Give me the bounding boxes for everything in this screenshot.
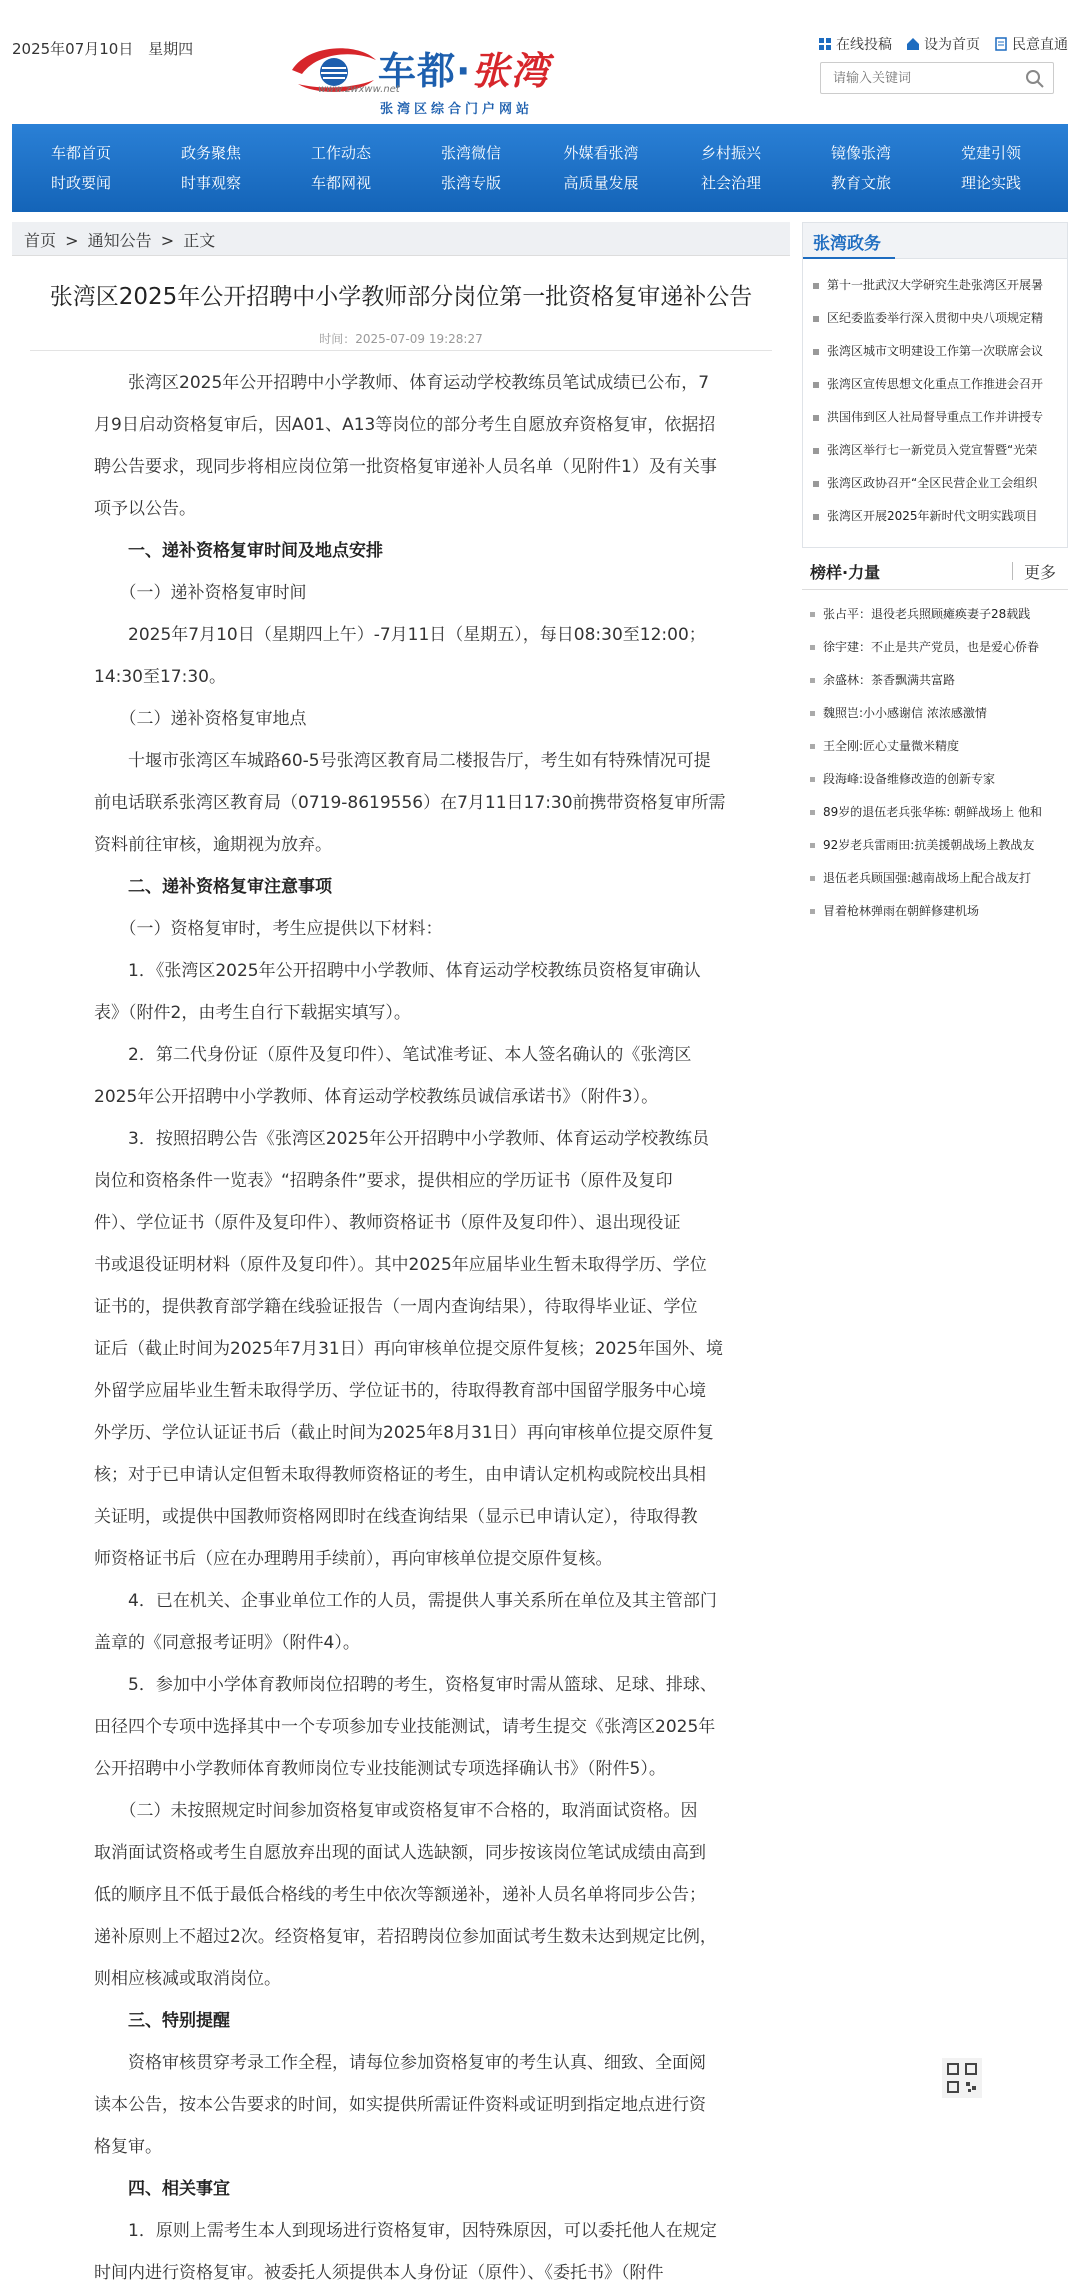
list-item-link[interactable]: 冒着枪林弹雨在朝鲜修建机场: [823, 904, 980, 918]
paragraph-line: 外学历、学位认证证书后（截止时间为2025年8月31日）再向审核单位提交原件复: [94, 1423, 714, 1443]
nav-item[interactable]: 张湾微信: [440, 144, 501, 162]
nav-row-1: [12, 142, 1068, 163]
bullet-icon: [813, 316, 819, 322]
nav-item[interactable]: 教育文旅: [830, 174, 891, 192]
list-item[interactable]: [813, 335, 1067, 368]
paragraph-line: 证书的，提供教育部学籍在线验证报告（一周内查询结果），待取得毕业证、学位: [94, 1297, 698, 1317]
paragraph-line: 取消面试资格或考生自愿放弃出现的面试人选缺额，同步按该岗位笔试成绩由高到: [94, 1843, 706, 1863]
bullet-icon: [813, 349, 819, 355]
article-body: [94, 362, 734, 2294]
bullet-icon: [810, 612, 815, 617]
logo-name: 车都·张湾: [378, 49, 550, 93]
article-title: 张湾区2025年公开招聘中小学教师部分岗位第一批资格复审递补公告: [49, 284, 753, 310]
paragraph-line: 递补原则上不超过2次。经资格复审，若招聘岗位参加面试考生数未达到规定比例，: [94, 1927, 717, 1947]
paragraph-line: （二）未按照规定时间参加资格复审或资格复审不合格的，取消面试资格。因: [94, 1801, 698, 1821]
paragraph-line: 十堰市张湾区车城路60-5号张湾区教育局二楼报告厅，考生如有特殊情况可提: [94, 751, 711, 771]
sidebar-box-title[interactable]: 张湾政务: [813, 234, 881, 254]
sidebar-box-header: [803, 223, 1067, 259]
paragraph-line: 4．已在机关、企事业单位工作的人员，需提供人事关系所在单位及其主管部门: [94, 1591, 717, 1611]
paragraph-line: （二）递补资格复审地点: [94, 709, 307, 729]
bullet-icon: [813, 415, 819, 421]
list-item-link[interactable]: 张湾区举行七一新党员入党宣誓暨“光荣: [827, 443, 1038, 457]
list-item-link[interactable]: 张湾区开展2025年新时代文明实践项目: [827, 509, 1038, 523]
paragraph-line: 表》（附件2，由考生自行下载据实填写）。: [94, 1003, 411, 1023]
sidebar-role-model-box: [802, 556, 1068, 954]
section-heading: 一、递补资格复审时间及地点安排: [94, 541, 383, 561]
list-item[interactable]: [810, 763, 1068, 796]
breadcrumb: [12, 222, 790, 256]
breadcrumb-sep: >: [65, 231, 79, 250]
document-icon: [994, 37, 1008, 51]
list-item[interactable]: [813, 500, 1067, 533]
list-item-link[interactable]: 余盛林：茶香飘满共富路: [823, 673, 956, 687]
list-item-link[interactable]: 张湾区政协召开“全区民营企业工会组织: [827, 476, 1038, 490]
list-item[interactable]: [810, 796, 1068, 829]
paragraph-line: 资格审核贯穿考录工作全程，请每位参加资格复审的考生认真、细致、全面阅: [94, 2053, 706, 2073]
list-item-link[interactable]: 区纪委监委举行深入贯彻中央八项规定精: [827, 311, 1044, 325]
nav-item[interactable]: 车都首页: [50, 144, 111, 162]
nav-item[interactable]: 外媒看张湾: [563, 144, 639, 162]
nav-item[interactable]: 社会治理: [700, 174, 761, 192]
section-heading: 四、相关事宜: [94, 2179, 230, 2199]
site-logo[interactable]: [288, 26, 588, 118]
paragraph-line: 前电话联系张湾区教育局（0719-8619556）在7月11日17:30前携带资格复审所需: [94, 793, 726, 813]
nav-row-2: [12, 172, 1068, 193]
list-item-link[interactable]: 魏照岂:小小感谢信 浓浓感激情: [823, 706, 987, 720]
nav-item[interactable]: 高质量发展: [563, 174, 639, 192]
breadcrumb-notices[interactable]: 通知公告: [87, 231, 152, 250]
paragraph-line: 3．按照招聘公告《张湾区2025年公开招聘中小学教师、体育运动学校教练员: [94, 1129, 710, 1149]
public-opinion-link[interactable]: 民意直通: [994, 34, 1068, 54]
nav-item[interactable]: 张湾专版: [440, 174, 501, 192]
paragraph-line: 外留学应届毕业生暂未取得学历、学位证书的，待取得教育部中国留学服务中心境: [94, 1381, 706, 1401]
title-underline: [803, 257, 895, 259]
submit-link[interactable]: 在线投稿: [818, 34, 892, 54]
bullet-icon: [810, 810, 815, 815]
search-input[interactable]: [821, 63, 1011, 93]
list-item[interactable]: [810, 697, 1068, 730]
list-item[interactable]: [810, 631, 1068, 664]
list-item[interactable]: [813, 401, 1067, 434]
logo-subtitle: 张湾区综合门户网站: [380, 102, 534, 117]
header-divider: [1012, 562, 1013, 580]
nav-item[interactable]: 时政要闻: [50, 174, 111, 192]
paragraph-line: 项予以公告。: [94, 499, 196, 519]
bullet-icon: [810, 777, 815, 782]
paragraph-line: 件）、学位证书（原件及复印件）、教师资格证书（原件及复印件）、退出现役证: [94, 1213, 681, 1233]
nav-item[interactable]: 时事观察: [180, 174, 241, 192]
section-heading: 三、特别提醒: [94, 2011, 230, 2031]
bullet-icon: [810, 843, 815, 848]
article-time: 时间：2025-07-09 19:28:27: [319, 332, 483, 346]
list-item[interactable]: [810, 829, 1068, 862]
list-item[interactable]: [810, 664, 1068, 697]
paragraph-line: 张湾区2025年公开招聘中小学教师、体育运动学校教练员笔试成绩已公布，7: [94, 373, 710, 393]
list-item-link[interactable]: 段海峰:设备维修改造的创新专家: [823, 772, 996, 786]
paragraph-line: 核；对于已申请认定但暂未取得教师资格证的考生，由申请认定机构或院校出具相: [94, 1465, 706, 1485]
breadcrumb-current: 正文: [183, 231, 216, 250]
paragraph-line: 2025年公开招聘中小学教师、体育运动学校教练员诚信承诺书》（附件3）。: [94, 1087, 659, 1107]
logo-url: www.zwxww.net: [318, 84, 400, 95]
search-icon[interactable]: [1025, 69, 1045, 89]
paragraph-line: 证后（截止时间为2025年7月31日）再向审核单位提交原件复核；2025年国外、境: [94, 1339, 723, 1359]
list-item[interactable]: [810, 895, 1068, 928]
list-item[interactable]: [813, 434, 1067, 467]
home-icon: [906, 37, 920, 51]
list-item-link[interactable]: 王全刚:匠心丈量微米精度: [823, 739, 960, 753]
breadcrumb-sep: >: [160, 231, 175, 250]
date-text: 2025年07月10日: [12, 40, 134, 58]
header-date: [12, 38, 203, 59]
role-model-list: [802, 590, 1068, 928]
sidebar-government-box: [802, 222, 1068, 548]
paragraph-line: 时间内进行资格复审。被委托人须提供本人身份证（原件）、《委托书》（附件: [94, 2263, 664, 2283]
paragraph-line: 书或退役证明材料（原件及复印件）。其中2025年应届毕业生暂未取得学历、学位: [94, 1255, 707, 1275]
nav-item[interactable]: 政务聚焦: [180, 144, 241, 162]
paragraph-line: 盖章的《同意报考证明》（附件4）。: [94, 1633, 360, 1653]
list-item[interactable]: [813, 269, 1067, 302]
paragraph-line: 低的顺序且不低于最低合格线的考生中依次等额递补，递补人员名单将同步公告；: [94, 1885, 706, 1905]
more-link[interactable]: 更多: [1024, 563, 1057, 582]
list-item-link[interactable]: 徐宇建：不止是共产党员，也是爱心侨眷: [823, 640, 1040, 654]
paragraph-line: 格复审。: [94, 2137, 162, 2157]
bullet-icon: [810, 711, 815, 716]
nav-item[interactable]: 工作动态: [310, 144, 371, 162]
bullet-icon: [810, 645, 815, 650]
bullet-icon: [810, 678, 815, 683]
list-item-link[interactable]: 张占平：退役老兵照顾瘫痪妻子28载践: [823, 607, 1031, 621]
nav-item[interactable]: 车都网视: [310, 174, 371, 192]
set-homepage-link[interactable]: 设为首页: [906, 34, 980, 54]
weekday-text: 星期四: [148, 40, 194, 58]
bullet-icon: [810, 909, 815, 914]
list-item[interactable]: [810, 862, 1068, 895]
section-heading: 二、递补资格复审注意事项: [94, 877, 332, 897]
search-box: [820, 62, 1054, 94]
list-item[interactable]: [813, 368, 1067, 401]
list-item-link[interactable]: 张湾区城市文明建设工作第一次联席会议: [827, 344, 1044, 358]
list-item-link[interactable]: 89岁的退伍老兵张华栋: 朝鲜战场上 他和: [823, 805, 1042, 819]
list-item-link[interactable]: 第十一批武汉大学研究生赴张湾区开展暑: [827, 278, 1044, 292]
qr-code-icon[interactable]: [942, 2058, 982, 2098]
paragraph-line: 田径四个专项中选择其中一个专项参加专业技能测试，请考生提交《张湾区2025年: [94, 1717, 716, 1737]
nav-item[interactable]: 乡村振兴: [700, 144, 761, 162]
paragraph-line: 公开招聘中小学教师体育教师岗位专业技能测试专项选择确认书》（附件5）。: [94, 1759, 666, 1779]
grid-icon: [818, 37, 832, 51]
bullet-icon: [813, 448, 819, 454]
paragraph-line: 2．第二代身份证（原件及复印件）、笔试准考证、本人签名确认的《张湾区: [94, 1045, 692, 1065]
list-item-link[interactable]: 洪国伟到区人社局督导重点工作并讲授专: [827, 410, 1044, 424]
paragraph-line: 关证明，或提供中国教师资格网即时在线查询结果（显示已申请认定），待取得教: [94, 1507, 698, 1527]
bullet-icon: [810, 876, 815, 881]
paragraph-line: 2025年7月10日（星期四上午）-7月11日（星期五），每日08:30至12:00；: [94, 625, 706, 645]
bullet-icon: [813, 382, 819, 388]
title-divider: [30, 350, 772, 351]
bullet-icon: [813, 514, 819, 520]
sidebar-box-header: [802, 556, 1068, 590]
paragraph-line: 读本公告，按本公告要求的时间，如实提供所需证件资料或证明到指定地点进行资: [94, 2095, 706, 2115]
list-item[interactable]: [810, 598, 1068, 631]
paragraph-line: 资料前往审核，逾期视为放弃。: [94, 835, 332, 855]
bullet-icon: [813, 481, 819, 487]
nav-item[interactable]: 理论实践: [960, 174, 1021, 192]
paragraph-line: （一）递补资格复审时间: [94, 583, 307, 603]
breadcrumb-home[interactable]: 首页: [24, 231, 57, 250]
paragraph-line: 师资格证书后（应在办理聘用手续前），再向审核单位提交原件复核。: [94, 1549, 613, 1569]
list-item-link[interactable]: 张湾区宣传思想文化重点工作推进会召开: [827, 377, 1044, 391]
bullet-icon: [813, 283, 819, 289]
paragraph-line: 月9日启动资格复审后，因A01、A13等岗位的部分考生自愿放弃资格复审，依据招: [94, 415, 716, 435]
paragraph-line: 聘公告要求，现同步将相应岗位第一批资格复审递补人员名单（见附件1）及有关事: [94, 457, 717, 477]
paragraph-line: 1．原则上需考生本人到现场进行资格复审，因特殊原因，可以委托他人在规定: [94, 2221, 717, 2241]
paragraph-line: 5．参加中小学体育教师岗位招聘的考生，资格复审时需从篮球、足球、排球、: [94, 1675, 717, 1695]
paragraph-line: （一）资格复审时，考生应提供以下材料：: [94, 919, 443, 939]
list-item-link[interactable]: 退伍老兵顾国强:越南战场上配合战友打: [823, 871, 1032, 885]
nav-item[interactable]: 党建引领: [960, 144, 1021, 162]
paragraph-line: 14:30至17:30。: [94, 667, 226, 687]
sidebar-box-title: 榜样·力量: [810, 563, 881, 582]
list-item[interactable]: [813, 302, 1067, 335]
list-item-link[interactable]: 92岁老兵雷雨田:抗美援朝战场上教战友: [823, 838, 1035, 852]
top-links: [818, 34, 1068, 54]
paragraph-line: 则相应核减或取消岗位。: [94, 1969, 281, 1989]
nav-item[interactable]: 镜像张湾: [830, 144, 891, 162]
bullet-icon: [810, 744, 815, 749]
main-nav: [12, 124, 1068, 212]
paragraph-line: 岗位和资格条件一览表》“招聘条件”要求，提供相应的学历证书（原件及复印: [94, 1171, 673, 1191]
list-item[interactable]: [813, 467, 1067, 500]
government-news-list: [803, 259, 1067, 533]
list-item[interactable]: [810, 730, 1068, 763]
paragraph-line: 1．《张湾区2025年公开招聘中小学教师、体育运动学校教练员资格复审确认: [94, 961, 701, 981]
